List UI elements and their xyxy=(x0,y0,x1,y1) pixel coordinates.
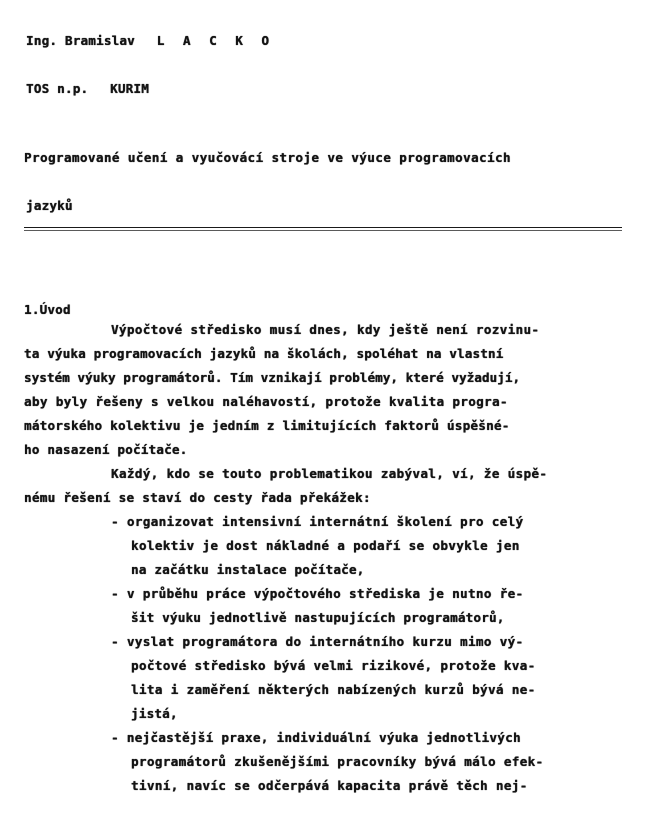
author-surname: L A C K O xyxy=(156,33,275,48)
list-item-line: - vyslat programátora do internátního kurzu mimo vý- xyxy=(111,634,524,649)
organization-line xyxy=(26,81,149,97)
list-item-line: šit výuku jednotlivě nastupujících programátorů, xyxy=(131,610,505,625)
list-item-line: lita i zaměření některých nabízených kurzů bývá ne- xyxy=(131,682,536,697)
title-underline xyxy=(24,227,622,228)
list-item-line: - organizovat intensivní internátní školení pro celý xyxy=(111,514,524,529)
paragraph-line: ho nasazení počítače. xyxy=(24,442,188,457)
list-item-line: programátorů zkušenějšími pracovníky bývá málo efek- xyxy=(131,754,544,769)
paragraph-line: nému řešení se staví do cesty řada překážek: xyxy=(24,490,371,505)
document-title-line-1: Programované učení a vyučovácí stroje ve výuce programovacích xyxy=(24,150,511,165)
paragraph-line: systém výuky programátorů. Tím vznikají problémy, které vyžadují, xyxy=(24,370,521,385)
author-line xyxy=(26,33,275,49)
paragraph-line: aby byly řešeny s velkou naléhavostí, protože kvalita progra- xyxy=(24,394,508,409)
paragraph-line: mátorského kolektivu je jedním z limitujících faktorů úspěšné- xyxy=(24,418,510,433)
list-item-line: počtové středisko bývá velmi rizikové, protože kva- xyxy=(131,658,536,673)
list-item-line: - v průběhu práce výpočtového střediska je nutno ře- xyxy=(111,586,524,601)
list-item-line: tivní, navíc se odčerpává kapacita právě těch nej- xyxy=(131,778,528,793)
paragraph-line: Každý, kdo se touto problematikou zabýval, ví, že úspě- xyxy=(111,466,548,481)
author-name: Ing. Bramislav xyxy=(26,33,135,48)
organization-city: KURIM xyxy=(110,81,149,96)
list-item-line: kolektiv je dost nákladné a podaří se obvykle jen xyxy=(131,538,520,553)
title-underline-shadow xyxy=(24,230,622,231)
list-item-line: - nejčastější praxe, individuální výuka jednotlivých xyxy=(111,730,521,745)
list-item-line: na začátku instalace počítače, xyxy=(131,562,365,577)
section-heading: 1.Úvod xyxy=(24,302,71,317)
organization-name: TOS n.p. xyxy=(26,81,89,96)
document-title-line-2: jazyků xyxy=(26,198,73,213)
list-item-line: jistá, xyxy=(131,706,178,721)
paragraph-line: ta výuka programovacích jazyků na školách, spoléhat na vlastní xyxy=(24,346,504,361)
paragraph-line: Výpočtové středisko musí dnes, kdy ještě není rozvinu- xyxy=(111,322,540,337)
